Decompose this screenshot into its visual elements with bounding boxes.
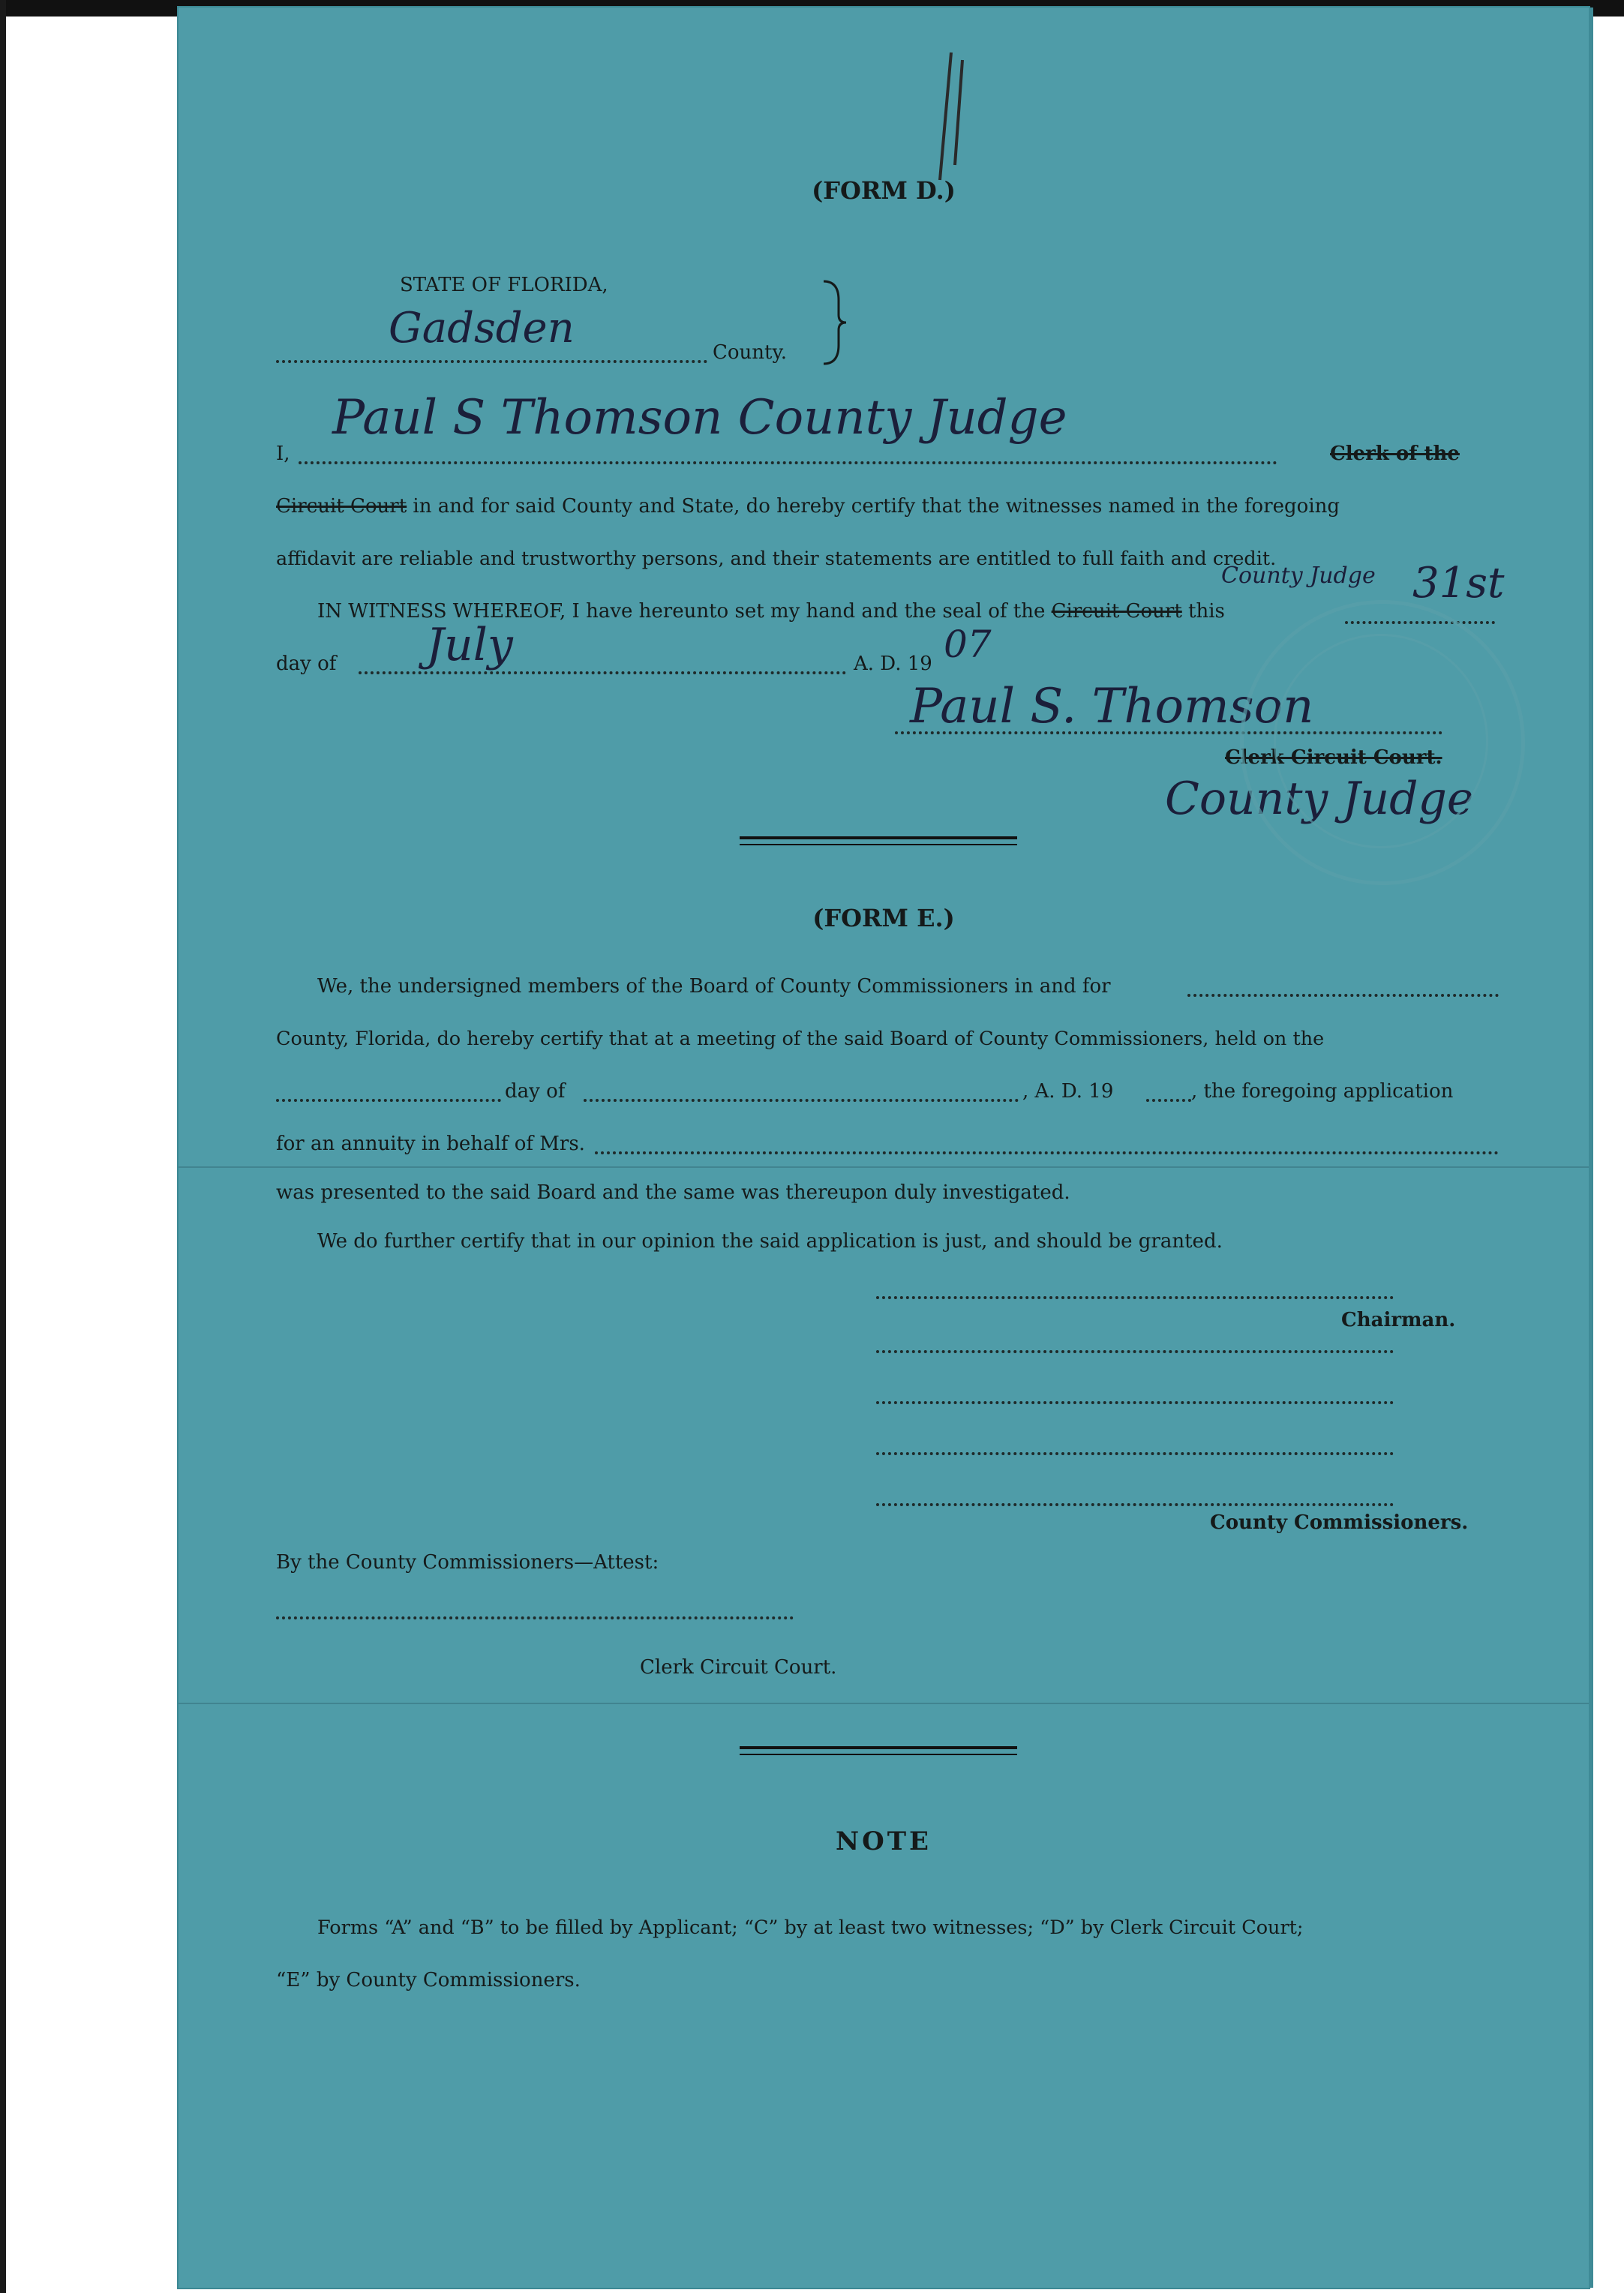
section-divider xyxy=(740,844,1017,845)
day-of-label: day of xyxy=(276,653,337,675)
brace-icon xyxy=(820,278,850,368)
year-handwriting: 07 xyxy=(944,623,992,666)
form-e-line-2: County, Florida, do hereby certify that at a meeting of the said Board of County Commissioners, held on the xyxy=(276,1028,1325,1050)
commissioners-label: County Commissioners. xyxy=(1210,1511,1469,1534)
signature-handwriting: Paul S. Thomson xyxy=(910,679,1314,734)
ad-label: A. D. 19 xyxy=(854,653,932,675)
clerk-sign-line xyxy=(276,1616,794,1619)
form-e-day-of: day of xyxy=(505,1080,566,1103)
chairman-sign-line xyxy=(876,1296,1394,1299)
name-handwriting: Paul S Thomson County Judge xyxy=(332,390,1067,446)
witness-text: IN WITNESS WHEREOF, I have hereunto set my hand and the seal of the xyxy=(317,600,1046,623)
fold-line xyxy=(179,1703,1589,1704)
form-e-line-4: for an annuity in behalf of Mrs. xyxy=(276,1133,585,1155)
commissioner-sign-line xyxy=(876,1452,1394,1455)
insert-handwriting: County Judge xyxy=(1221,563,1376,589)
document-page xyxy=(179,8,1589,2288)
title-handwriting: County Judge xyxy=(1165,773,1474,825)
year-fill-line xyxy=(1146,1099,1191,1102)
note-line-1: Forms “A” and “B” to be filled by Applicant; “C” by at least two witnesses; “D” by Clerk Circuit Court; xyxy=(317,1916,1304,1939)
attest-label: By the County Commissioners—Attest: xyxy=(276,1551,659,1574)
commissioner-sign-line xyxy=(876,1401,1394,1404)
form-e-heading: (FORM E.) xyxy=(812,904,955,932)
struck-circuit-court: Circuit Court xyxy=(276,495,407,518)
form-e-line-5: was presented to the said Board and the same was thereupon duly investigated. xyxy=(276,1181,1070,1204)
county-fill-line xyxy=(276,360,707,363)
applicant-fill-line xyxy=(595,1151,1499,1154)
month-fill-line xyxy=(584,1099,1019,1102)
county-handwriting: Gadsden xyxy=(389,304,575,353)
scan-left-border xyxy=(0,0,6,2293)
certify-line: in and for said County and State, do hereby certify that the witnesses named in the foregoing xyxy=(413,495,1340,518)
county-fill-line xyxy=(1187,994,1499,997)
commissioner-sign-line xyxy=(876,1503,1394,1506)
county-label: County. xyxy=(713,341,787,364)
section-divider xyxy=(740,836,1017,839)
fold-line xyxy=(179,1166,1589,1168)
i-label: I, xyxy=(276,443,290,465)
month-fill-line xyxy=(359,671,846,674)
day-handwriting: 31st xyxy=(1412,559,1505,608)
pencil-mark xyxy=(899,45,989,195)
form-e-line-3-end: , the foregoing application xyxy=(1191,1080,1454,1103)
note-line-2: “E” by County Commissioners. xyxy=(276,1969,581,1991)
form-e-line-6: We do further certify that in our opinion the said application is just, and should be granted. xyxy=(317,1230,1223,1253)
form-e-line-1: We, the undersigned members of the Board of County Commissioners in and for xyxy=(317,975,1111,998)
section-divider xyxy=(740,1754,1017,1755)
state-label: STATE OF FLORIDA, xyxy=(400,274,608,296)
struck-seal-court: Circuit Court xyxy=(1051,600,1182,623)
commissioner-sign-line xyxy=(876,1350,1394,1353)
month-handwriting: July xyxy=(426,619,513,671)
embossed-seal-inner xyxy=(1274,634,1488,848)
affidavit-line: affidavit are reliable and trustworthy persons, and their statements are entitled to full faith and credit. xyxy=(276,548,1277,570)
section-divider xyxy=(740,1746,1017,1749)
note-heading: NOTE xyxy=(836,1826,932,1856)
chairman-label: Chairman. xyxy=(1341,1309,1456,1331)
name-fill-line xyxy=(299,461,1277,464)
form-e-ad: , A. D. 19 xyxy=(1022,1080,1114,1103)
day-fill-line xyxy=(276,1099,501,1102)
struck-signature-title: Clerk Circuit Court. xyxy=(1225,746,1442,769)
witness-end: this xyxy=(1188,600,1225,623)
form-d-heading: (FORM D.) xyxy=(812,176,956,205)
struck-clerk-text: Clerk of the xyxy=(1330,443,1460,465)
clerk-label: Clerk Circuit Court. xyxy=(640,1656,837,1679)
